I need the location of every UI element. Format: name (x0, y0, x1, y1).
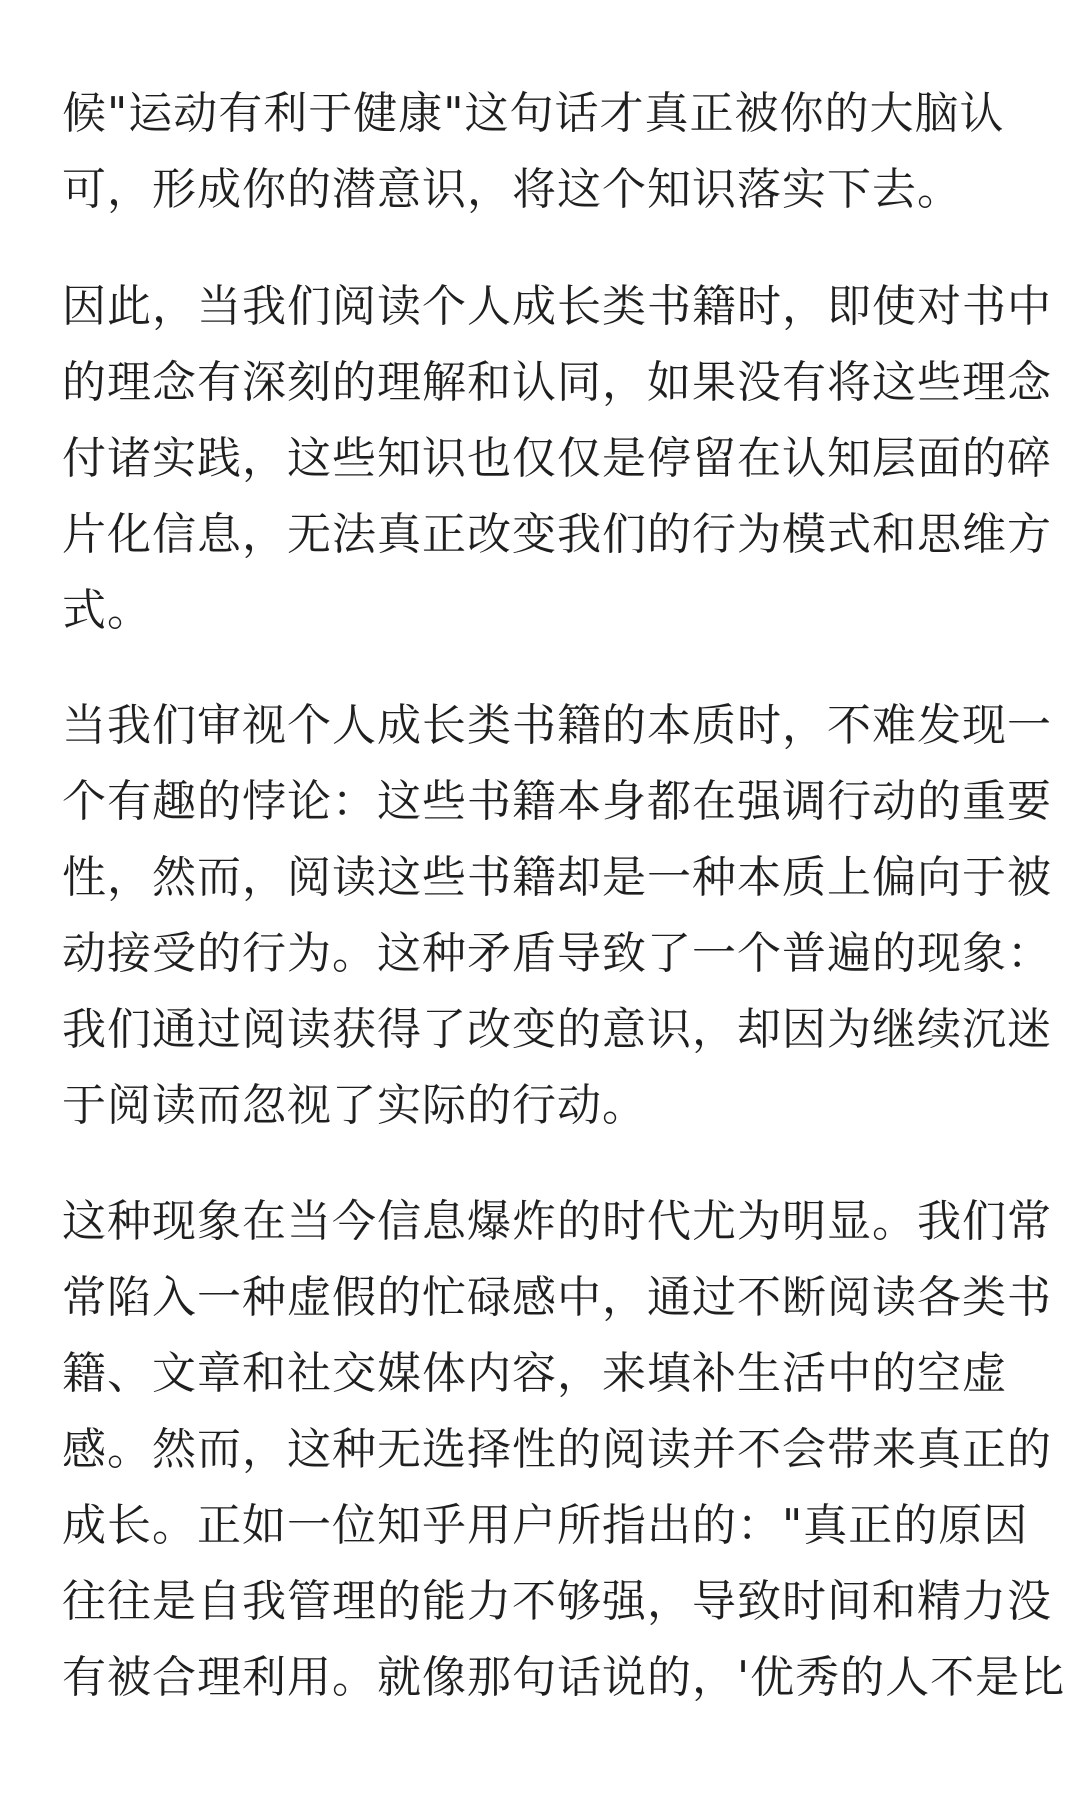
text-line: 性，然而，阅读这些书籍却是一种本质上偏向于被 (62, 852, 1052, 903)
text-line: 这种现象在当今信息爆炸的时代尤为明显。我们常 (62, 1196, 1052, 1247)
text-line: 的理念有深刻的理解和认同，如果没有将这些理念 (62, 357, 1052, 408)
text-line: 候"运动有利于健康"这句话才真正被你的大脑认 (62, 88, 1005, 139)
paragraph-3 (62, 688, 1052, 1144)
text-line: 动接受的行为。这种矛盾导致了一个普遍的现象： (62, 928, 1052, 979)
paragraph-1 (62, 76, 1032, 228)
text-line: 往往是自我管理的能力不够强，导致时间和精力没 (62, 1576, 1052, 1627)
text-line: 于阅读而忽视了实际的行动。 (62, 1080, 647, 1131)
text-line: 因此，当我们阅读个人成长类书籍时，即使对书中 (62, 281, 1052, 332)
text-line: 片化信息，无法真正改变我们的行为模式和思维方 (62, 509, 1052, 560)
text-line: 当我们审视个人成长类书籍的本质时，不难发现一 (62, 700, 1052, 751)
text-line: 付诸实践，这些知识也仅仅是停留在认知层面的碎 (62, 433, 1052, 484)
text-line: 感。然而，这种无选择性的阅读并不会带来真正的 (62, 1424, 1052, 1475)
text-line: 成长。正如一位知乎用户所指出的："真正的原因 (62, 1500, 1029, 1551)
paragraph-2 (62, 269, 1052, 649)
text-line: 常陷入一种虚假的忙碌感中，通过不断阅读各类书 (62, 1272, 1052, 1323)
text-line: 式。 (62, 585, 152, 636)
text-line: 有被合理利用。就像那句话说的，'优秀的人不是比 (62, 1652, 1066, 1703)
paragraph-4 (62, 1184, 1066, 1716)
text-line: 籍、文章和社交媒体内容，来填补生活中的空虚 (62, 1348, 1007, 1399)
text-line: 我们通过阅读获得了改变的意识，却因为继续沉迷 (62, 1004, 1052, 1055)
text-line: 可，形成你的潜意识，将这个知识落实下去。 (62, 164, 962, 215)
text-line: 个有趣的悖论：这些书籍本身都在强调行动的重要 (62, 776, 1052, 827)
